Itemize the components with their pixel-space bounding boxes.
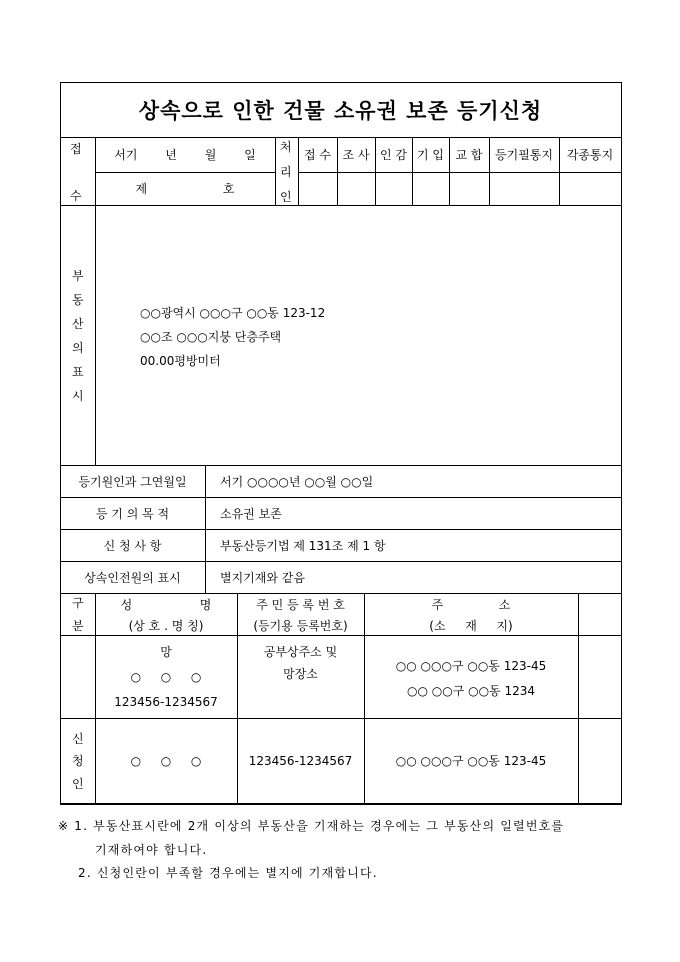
handler-label: 인 [280,190,292,204]
handler-label: 리 [280,165,292,179]
property-label: 동 [72,293,84,307]
note-2: 2. 신청인란이 부족할 경우에는 별지에 기재합니다. [78,866,378,880]
header-division: 구 [72,596,84,610]
deceased-address: ○○ ○○구 ○○동 1234 [407,683,535,698]
field-value-purpose: 소유권 보존 [220,507,282,521]
header-division: 분 [72,619,84,633]
applicant-label: 인 [72,777,84,791]
deceased-id: 123456-1234567 [114,695,218,709]
note-1-cont: 기재하여야 합니다. [95,843,208,857]
receipt-date: 서기 년 월 일 [114,148,256,162]
col-seal: 인 감 [380,148,407,162]
field-value-cause: 서기 ○○○○년 ○○월 ○○일 [220,475,374,489]
property-address: ○○광역시 ○○○구 ○○동 123-12 [140,306,326,320]
receipt-number: 제 호 [135,182,235,196]
deceased-note: 망장소 [283,666,318,681]
deceased-address: ○○ ○○○구 ○○동 123-45 [395,658,547,673]
property-label: 산 [72,317,84,331]
header-address-sub: (소 재 지) [429,618,513,633]
property-area: 00.00평방미터 [140,354,221,368]
property-label: 의 [72,341,84,355]
property-label: 시 [72,389,84,403]
header-name: 성 명 [120,597,212,612]
col-entry: 기 입 [417,148,444,162]
col-verify: 교 합 [455,148,483,162]
header-address: 주 소 [431,597,511,612]
property-structure: ○○조 ○○○지붕 단층주택 [140,330,282,344]
applicant-name: ○ ○ ○ [130,754,202,768]
handler-label: 처 [280,140,292,154]
field-label-heirs: 상속인전원의 표시 [84,570,181,585]
field-label-cause: 등기원인과 그연월일 [78,474,187,489]
deceased-prefix: 망 [160,644,172,659]
field-value-heirs: 별지기재와 같음 [220,571,305,585]
applicant-id: 123456-1234567 [248,753,353,768]
deceased-note: 공부상주소 및 [263,644,338,659]
col-completion-notice: 등기필통지 [495,148,553,162]
applicant-label: 청 [72,754,84,768]
applicant-label: 신 [72,732,84,746]
header-id: 주 민 등 록 번 호 [256,597,345,612]
col-receipt: 접 수 [304,148,331,162]
deceased-name: ○ ○ ○ [130,669,202,684]
note-1: ※ 1. 부동산표시란에 2개 이상의 부동산을 기재하는 경우에는 그 부동산의 일렬번호를 [58,819,565,833]
receipt-label: 수 [70,189,82,203]
property-label: 표 [72,365,84,379]
property-label: 부 [72,269,84,283]
field-label-item: 신 청 사 항 [103,538,162,553]
form-title: 상속으로 인한 건물 소유권 보존 등기신청 [138,98,543,123]
header-name-sub: (상 호 . 명 칭) [128,618,204,633]
field-value-item: 부동산등기법 제 131조 제 1 항 [220,539,386,553]
col-review: 조 사 [342,148,370,162]
field-label-purpose: 등 기 의 목 적 [95,506,170,521]
applicant-address: ○○ ○○○구 ○○동 123-45 [395,754,547,768]
col-other-notice: 각종통지 [566,148,614,162]
header-id-sub: (등기용 등록번호) [253,618,348,633]
receipt-label: 접 [70,142,82,156]
